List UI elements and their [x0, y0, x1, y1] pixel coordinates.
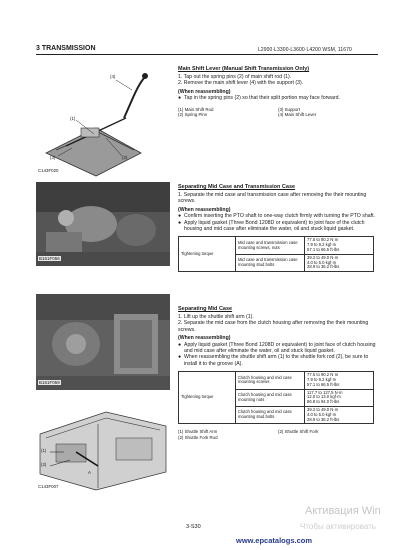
step-1: 1. Separate the mid case and transmission case after removing the their mounting screws.: [178, 192, 367, 205]
figure-code: C143F007: [38, 484, 59, 489]
torque-value: 117.7 to 127.5 N·m 12.0 to 13.0 kgf·m 86.8 to 94.0 ft-lbs: [305, 389, 374, 406]
legend-item: (2) Shuttle Shift Fork: [278, 429, 319, 435]
figure-mid-transmission-photo: [36, 182, 170, 266]
figure-code: C143F020: [38, 168, 59, 173]
callout-1: (1): [41, 448, 47, 453]
figure-code: B161F056: [39, 256, 60, 261]
page-number: 3-S30: [186, 524, 201, 530]
section-title: Separating Mid Case and Transmission Case: [178, 184, 296, 190]
reassembling-heading: (When reassembling): [178, 206, 231, 213]
bullet-2: ● When reassembling the shuttle shift arm (1) to the shuttle fork rod (2), be sure to install it to the groove (A).: [178, 354, 369, 367]
bullet-1: ● Apply liquid gasket (Three Bond 1208D or equivalent) to joint face of clutch housing and mid case after eliminate the water, oil and stuck liquid gasket.: [178, 341, 376, 355]
torque-value: 77.5 to 90.2 N·m 7.9 to 9.2 kgf·m 57.1 to 66.5 ft-lbs: [305, 372, 374, 389]
header-rule: [36, 54, 378, 55]
bullet-2: ● Apply liquid gasket (Three Bond 1208D or equivalent) to joint face of the clutch housing and mid case after eliminate the water, oil and stuck liquid gasket.: [178, 219, 365, 233]
figure-code: B161F059: [39, 380, 60, 385]
main-shift-section: [178, 66, 380, 117]
photo-texture: [36, 294, 170, 390]
site-link[interactable]: www.epcatalogs.com: [236, 536, 312, 545]
torque-value: 39.2 to 49.0 N·m 4.0 to 5.0 kgf·m 28.9 to 36.2 ft-lbs: [305, 407, 374, 424]
photo-texture: [36, 182, 170, 266]
legend: [178, 429, 380, 440]
section-heading: 3 TRANSMISSION: [36, 45, 96, 52]
torque-label: Tightening torque: [179, 372, 236, 424]
torque-table: [178, 236, 374, 272]
legend-item: (4) Main Shift Lever: [278, 112, 317, 118]
step-1: 1. Tap out the spring pins (2) of main shift rod (1).: [178, 74, 292, 80]
legend: [178, 107, 380, 118]
table-row: [179, 237, 374, 254]
torque-table: [178, 371, 374, 424]
legend-item: (2) Spring Pins: [178, 112, 208, 118]
shuttle-shift-drawing: [36, 394, 170, 494]
sep-mid-trans-section: [178, 184, 380, 272]
callout-1: (1): [70, 116, 76, 121]
step-1: 1. Lift up the shuttle shift arm (1).: [178, 314, 254, 320]
figure-shuttle-shift-drawing: [36, 394, 170, 494]
torque-item: Mid case and transmission case mounting screws, nuts: [236, 237, 305, 254]
torque-item: Clutch housing and mid case mounting stud bolts: [236, 407, 305, 424]
legend-item: (1) Shuttle Shift Arm: [178, 429, 218, 435]
figure-mid-case-photo: [36, 294, 170, 390]
figure-main-shift-lever: [36, 58, 168, 178]
bullet-1: ● Tap in the spring pins (2) so that their split portion may face forward.: [178, 95, 340, 102]
table-row: [179, 372, 374, 389]
reassembling-heading: (When reassembling): [178, 335, 231, 342]
callout-3: (3): [50, 155, 56, 160]
activation-watermark-sub: Чтобы активировать: [300, 522, 376, 531]
callout-a: A: [88, 470, 91, 475]
reassembling-heading: (When reassembling): [178, 88, 231, 95]
torque-value: 77.5 to 90.2 N·m 7.9 to 9.2 kgf·m 57.1 to 66.5 ft-lbs: [305, 237, 374, 254]
legend-item: (1) Main Shift Rod: [178, 106, 214, 112]
legend-item: (2) Shuttle Fork Rod: [178, 434, 218, 440]
step-2: 2. Separate the mid case from the clutch housing after removing the their mounting screws.: [178, 320, 369, 333]
torque-label: Tightening torque: [179, 237, 236, 272]
callout-2: (2): [41, 462, 47, 467]
sep-mid-section: [178, 306, 380, 440]
step-2: 2. Remove the main shift lever (4) with the support (3).: [178, 80, 304, 87]
torque-item: Mid case and transmission case mounting stud bolts: [236, 254, 305, 271]
section-title: Separating Mid Case: [178, 306, 233, 312]
main-shift-lever-drawing: [36, 58, 168, 178]
legend-item: (3) Support: [278, 106, 300, 112]
callout-4: (4): [110, 74, 116, 79]
activation-watermark: Активация Win: [305, 505, 381, 517]
callout-2: (2): [122, 155, 128, 160]
section-title: Main Shift Lever (Manual Shift Transmission Only): [178, 66, 310, 72]
model-list: L2900·L3300·L3600·L4200 WSM, 11670: [258, 47, 352, 53]
bullet-1: ● Confirm inserting the PTO shaft to one-way clutch firmly with turning the PTO shaft.: [178, 213, 375, 220]
torque-value: 39.2 to 49.0 N·m 4.0 to 5.0 kgf·m 28.9 to 36.2 ft-lbs: [305, 254, 374, 271]
torque-item: Clutch housing and mid case mounting nuts: [236, 389, 305, 406]
torque-item: Clutch housing and mid case mounting screws: [236, 372, 305, 389]
